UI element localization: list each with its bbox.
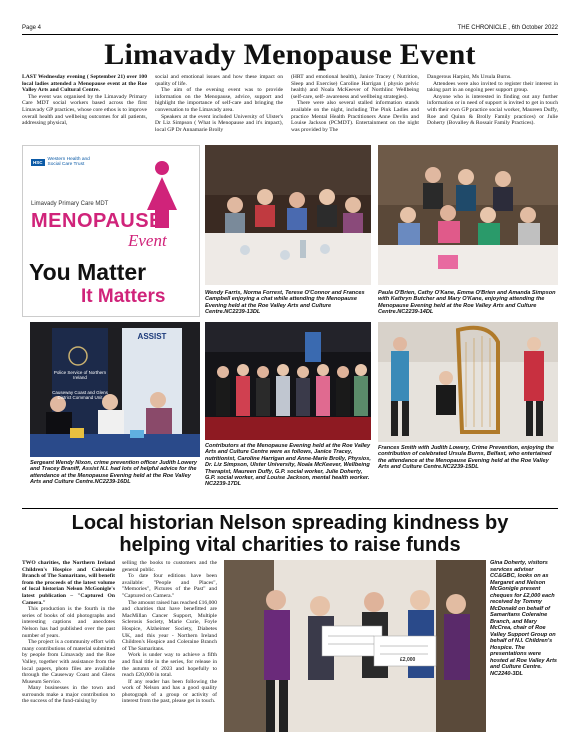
psni-banner	[52, 344, 108, 400]
story1-lead: LAST Wednesday evening ( September 21) over 100 local ladies attended a Menopause event at the Roe Valley Arts and Cultural Centre.	[22, 74, 147, 94]
story2-paragraph: The project is a community effort with many contributions of material submitted by people from Limavady and the Roe Valley, together with assistance from the local papers, photo files are available through the Causeway Coast and Glens Museum Service.	[22, 639, 115, 685]
hsc-badge: HSC	[33, 159, 43, 165]
page-folio	[22, 25, 558, 35]
hsc-trust-logo	[31, 154, 101, 170]
caption-photo-1: Wendy Farris, Norma Forrest, Terese O'Connor and Frances Campbell enjoying a chat while attending the Menopause Evening held at the Roe Valley Arts and Culture Centre.NC2239-13DL	[205, 290, 365, 316]
story2-column-1	[22, 560, 115, 732]
photo-contributors	[205, 322, 371, 440]
nelson-headline	[22, 512, 558, 556]
story2-paragraph: This production is the fourth in the series of books of old photographs and interesting captions and anecdotes Nelson has had published over the past number of years.	[22, 606, 115, 639]
story2-paragraph: To date four editions have been available: "People and Places", "Memories", Pictures of the Past" and "Captured on Camera."	[122, 573, 217, 599]
story2-paragraph: If any reader has been following the work of Nelson and has a good quality photograph of a group or activity of interest from the past, please get in touch.	[122, 678, 217, 705]
story1-paragraph: Speakers at the event included University of Ulster's Dr Liz Simpson ( What is Menopause and it's impact), local GP Dr Annamarie Brolly	[155, 113, 283, 133]
story1-paragraph: There were also several stalled information stands available on the night, including The Pink Ladies and practice Mental Health Practitioners Anne Devlin and Louise Jackson (PCMDT). Entertainment on the night was provided by The	[291, 100, 419, 133]
caption-photo-4: Contributors at the Menopause Evening held at the Roe Valley Arts and Culture Centre were as follows, Janice Tracey, nutritionist, Caroline Harrigan and Anne-Marie Brolly, Physios, Dr. Liz Simpson, Ulster University, Noala McKeever, Wellbeing Therapist, Maureen Duffy, G.P. social worker, Julie Doherty, G.P. social worker, and Louise Jackson, mental health worker. NC2239-17DL	[205, 443, 371, 488]
assist-banner: ASSIST	[137, 332, 167, 341]
nelson-headline-line-1: Local historian Nelson spreading kindness by	[71, 512, 509, 534]
photo-group-table	[205, 145, 371, 285]
menopause-headline: Limavady Menopause Event	[104, 38, 476, 71]
paper-dateline: THE CHRONICLE , 6th October 2022	[457, 25, 558, 31]
story1-paragraph: social and emotional issues and how these impact on quality of life.	[155, 74, 283, 87]
story2-paragraph: The amount raised has reached £16,000 and charities that have benefitted are MacMillan Cancer Support, Multiple Sclerosis Society, Marie Curie, Foyle Hospice, Alzheimer Society, Diabetes UK, and this year - Northern Ireland Children's Hospice and Coleraine Branch of The Samaritans.	[122, 599, 217, 652]
caption-cheque-photo: Gina Doherty, visitors services adviser CC&GBC, looks on as Margaret and Nelson McGonigle present cheques for £2,000 each received by Tommy McDonald on behalf of Samaritans Coleraine Branch, and Mary McCrea, chair of Roe Valley Support Group on behalf of N.I. Children's Hospice. The presentations were hosted at Roe Valley Arts and Culture Centre. NC2240-3DL	[490, 560, 558, 677]
photo-ladies-group	[378, 145, 558, 285]
story1-paragraph: Dangerous Harpist, Ms Ursula Burns.	[427, 74, 512, 80]
story1-column-1	[22, 74, 147, 144]
photo-harpist	[378, 322, 558, 442]
story1-paragraph: Attendees were also invited to register their interest in taking part in an ongoing peer support group.	[427, 80, 558, 94]
story1-column-3	[291, 74, 419, 144]
poster-menopause: MENOPAUSE	[31, 210, 163, 232]
story1-paragraph: The aim of the evening event was to provide information on the Menopause, advice, support and highlight the importance of self-care and bringing the conversation to the Limavady area.	[155, 87, 283, 113]
caption-photo-2: Paula O'Brien, Cathy O'Kane, Emma O'Brien and Amanda Simpson with Kathryn Butcher and Mary O'Kane, enjoying attending the Menopause Evening held at the Roe Valley Arts and Culture Centre.NC2239-14DL	[378, 290, 556, 316]
section-divider	[22, 508, 558, 509]
menopause-event-poster	[22, 145, 200, 317]
story2-column-2	[122, 560, 217, 732]
poster-it-matters: It Matters	[81, 286, 166, 307]
caption-photo-3: Sergeant Wendy Nixon, crime prevention officer Judith Lowery and Tracey Braniff, Assist N.I. had lots of helpful advice for the attendance at the Menopause Evening held at the Roe Valley Arts and Culture Centre.NC2239-16DL	[30, 460, 198, 486]
story1-column-2	[155, 74, 283, 144]
psni-banner-title: Police Service of Northern Ireland	[53, 370, 107, 380]
story1-column-4	[427, 74, 558, 144]
poster-mdt: Limavady Primary Care MDT	[31, 201, 109, 207]
caption-photo-5: Frances Smith with Judith Lowery, Crime Prevention, enjoying the contribution of celebrated Ursula Burns, Belfast, who entertained the attendance at the Menopause Evening held at the Roe Valley Arts and Culture Centre.NC2239-15DL	[378, 445, 555, 471]
poster-you-matter: You Matter	[29, 259, 147, 285]
trust-name: Western Health and Social Care Trust	[47, 156, 90, 167]
story2-lead: TWO charities, the Northern Ireland Children's Hospice and Coleraine Branch of The Samaritans, will benefit from the proceeds of the latest volume of local historian Nelson McGonigle's latest publication – "Captured On Camera."	[22, 560, 115, 606]
story1-paragraph: (HRT and emotional health), Janice Tracey ( Nutrition, Sleep and Exercise) Caroline Harrigan ( physio pelvic health) and Noala McKeever of Northlinc Wellbeing (self-care, self- awareness and wellbeing strategies).	[291, 74, 419, 100]
story2-paragraph: selling the books to customers and the general public.	[122, 560, 217, 573]
story1-paragraph: The event was organised by the Limavady Primary Care MDT social workers based across the first Limavady GP practices, whose core ethos is to improve overall health and wellbeing outcomes for all patients, addressing physical,	[22, 93, 147, 127]
page-number: Page 4	[22, 25, 42, 31]
poster-event: Event	[128, 231, 167, 250]
cheque-amount: £2,000	[400, 657, 416, 663]
photo-police-stand	[30, 322, 200, 457]
story1-paragraph: Anyone who is interested in finding out any further information or in need of support is invited to get in touch with their own GP practice social worker, Maureen Duffy, Roe and Quinn & Brolly Family practices) or Julie Doherty (Bovalley & Rossair Family Practices).	[427, 93, 558, 127]
photo-cheque-presentation	[224, 560, 486, 732]
nelson-headline-line-2: helping vital charities to raise funds	[119, 534, 461, 556]
psni-banner-sub: Causeway Coast and Glens District Command Unit	[52, 390, 108, 400]
story2-paragraph: Work is under way to achieve a fifth and final title in the series, for release in the autumn of 2023 and hopefully to reach £20,000 in total.	[122, 652, 217, 679]
story2-paragraph: Many businesses in the town and surrounds make a major contribution to the success of the fund-raising by	[22, 685, 115, 705]
